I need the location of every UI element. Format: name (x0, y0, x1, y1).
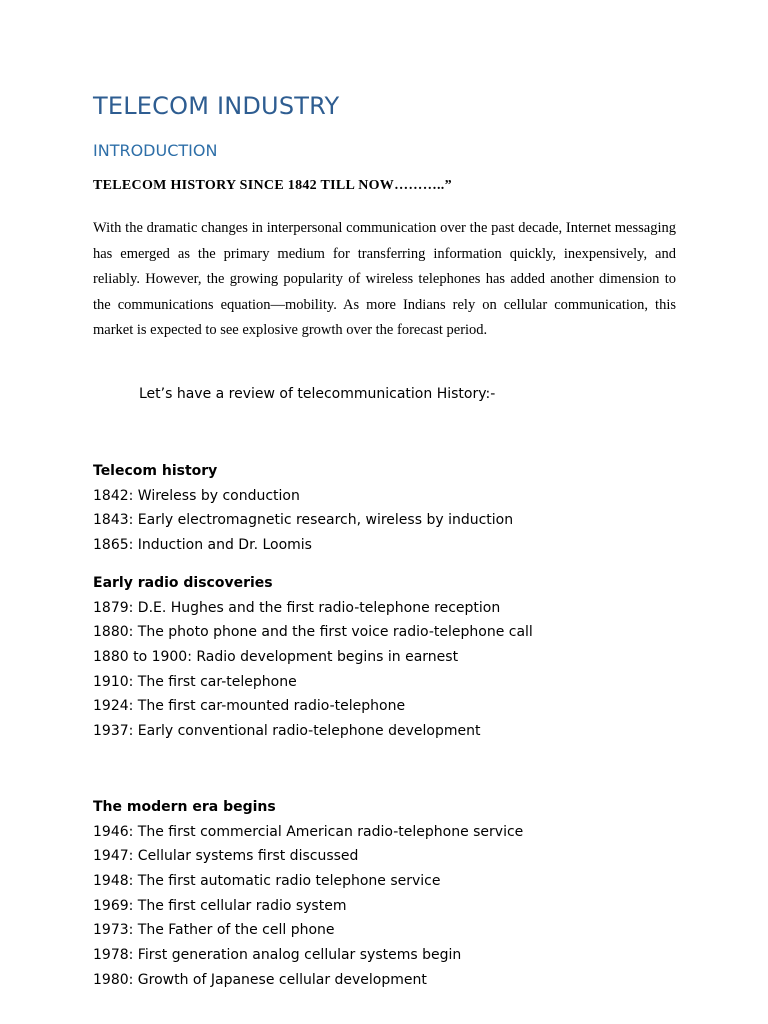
section-modern-era (93, 795, 523, 993)
review-line: Let’s have a review of telecommunication History:- (139, 386, 496, 402)
list-item: 1946: The first commercial American radio-telephone service (93, 823, 524, 840)
list-item: 1880: The photo phone and the first voice radio-telephone call (93, 624, 533, 641)
list-item: 1842: Wireless by conduction (93, 487, 300, 504)
list-item: 1865: Induction and Dr. Loomis (93, 537, 312, 554)
history-heading: TELECOM HISTORY SINCE 1842 TILL NOW………..” (93, 178, 452, 193)
section-heading: Telecom history (93, 463, 218, 479)
list-item: 1843: Early electromagnetic research, wireless by induction (93, 512, 514, 529)
list-item: 1969: The first cellular radio system (93, 897, 347, 914)
section-heading: The modern era begins (93, 799, 276, 815)
list-item: 1924: The first car-mounted radio-telephone (93, 698, 406, 715)
list-item: 1947: Cellular systems first discussed (93, 848, 359, 865)
document-title: TELECOM INDUSTRY (93, 92, 340, 120)
list-item: 1948: The first automatic radio telephone service (93, 873, 441, 890)
list-item: 1937: Early conventional radio-telephone development (93, 723, 481, 740)
section-heading: Early radio discoveries (93, 575, 273, 591)
list-item: 1880 to 1900: Radio development begins in earnest (93, 649, 459, 666)
list-item: 1980: Growth of Japanese cellular development (93, 971, 427, 988)
list-item: 1978: First generation analog cellular systems begin (93, 947, 462, 964)
section-early-radio-discoveries (93, 571, 533, 744)
list-item: 1910: The first car-telephone (93, 673, 297, 690)
list-item: 1973: The Father of the cell phone (93, 922, 335, 939)
list-item: 1879: D.E. Hughes and the first radio-telephone reception (93, 599, 501, 616)
intro-paragraph: With the dramatic changes in interpersonal communication over the past decade, Internet messaging has emerged as the primary medium for transferring information quickly, inexpensively, and reliably. However, the growing popularity of wireless telephones has added another dimension to the communications equation—mobility. As more Indians rely on cellular communication, this market is expected to see explosive growth over the forecast period. (93, 220, 676, 338)
section-title-introduction: INTRODUCTION (93, 141, 218, 160)
section-telecom-history (93, 459, 513, 558)
